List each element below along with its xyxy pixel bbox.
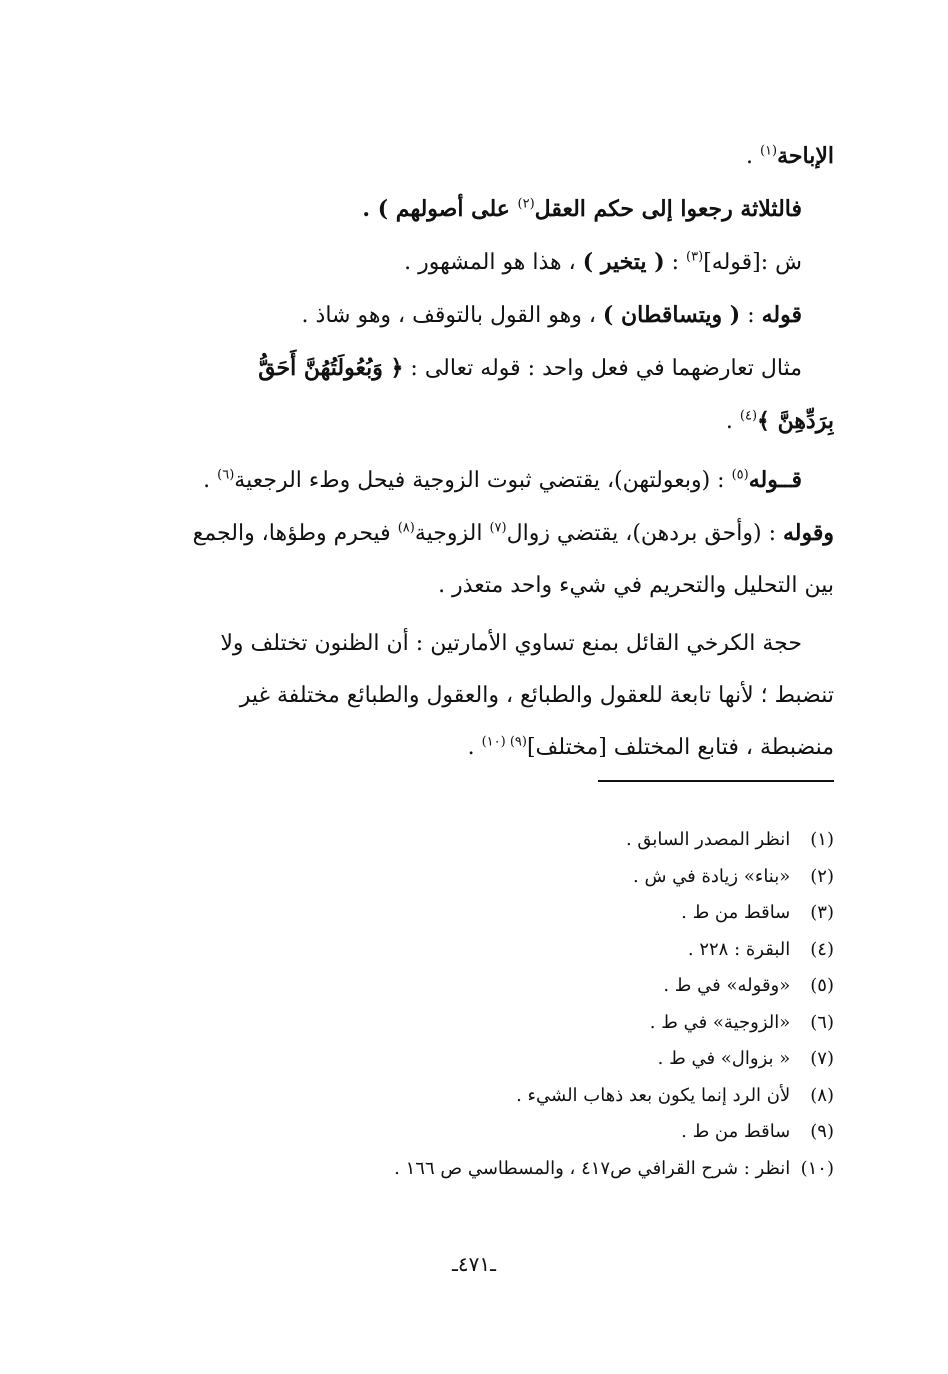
footnote-text: انظر : شرح القرافي ص٤١٧ ، والمسطاسي ص ١٦٦ .	[394, 1157, 791, 1179]
footnote-text: «الزوجية» في ط .	[649, 1011, 791, 1033]
footnote-number: (١٠)	[800, 1157, 834, 1179]
line-text: ، هذا هو المشهور .	[404, 250, 583, 275]
footnote-item	[300, 1114, 834, 1151]
footnote-ref: (٥)	[731, 467, 749, 483]
line-text: على أصولهم ) .	[362, 196, 518, 222]
footnote-number: (٦)	[810, 1011, 834, 1033]
line-text: ( ويتساقطان )	[602, 302, 741, 328]
footnote-number: (٨)	[810, 1084, 834, 1106]
line-text: الإباحة	[777, 143, 834, 169]
line-text: ش :[قوله]	[703, 250, 802, 275]
line-text: بين التحليل والتحريم في شيء واحد متعذر .	[438, 573, 834, 598]
footnote-ref: (٧)	[489, 520, 507, 536]
footnote-text: ساقط من ط .	[681, 902, 791, 923]
footnote-item	[300, 1151, 834, 1188]
footnote-text: لأن الرد إنما يكون بعد ذهاب الشيء .	[516, 1084, 791, 1106]
line-text: : (وبعولتهن)، يقتضي ثبوت الزوجية فيحل وطء الرجعية	[234, 468, 732, 493]
footnote-text: « بزوال» في ط .	[657, 1048, 791, 1069]
footnote-number: (٤)	[810, 938, 834, 960]
line-text: :	[664, 250, 687, 275]
footnote-item	[300, 859, 834, 896]
line-text: .	[725, 409, 740, 434]
line-text: .	[203, 468, 218, 493]
text-line-5	[128, 342, 834, 395]
line-text: قوله	[761, 302, 802, 328]
main-text	[128, 130, 834, 774]
line-text: منضبطة ، فتابع المختلف [مختلف]	[526, 735, 834, 760]
footnotes	[300, 822, 834, 1187]
footnote-ref: (٢)	[517, 196, 535, 212]
text-line-4	[128, 289, 834, 342]
quran-verse: بِرَدِّهِنَّ ﴾	[757, 408, 834, 434]
footnote-item	[300, 932, 834, 969]
line-text: وقوله	[782, 520, 834, 546]
text-line-11	[128, 670, 834, 722]
quran-verse: ﴿ وَبُعُولَتُهُنَّ أَحَقُّ	[258, 355, 404, 381]
line-text: ( يتخير )	[582, 249, 665, 275]
footnote-ref: (٩) (١٠)	[481, 734, 527, 750]
footnote-text: «وقوله» في ط .	[663, 975, 791, 996]
line-text: الزوجية	[414, 521, 490, 546]
page-number: ـ٤٧١ـ	[452, 1252, 496, 1276]
footnote-item	[300, 1005, 834, 1042]
footnote-text: ساقط من ط .	[681, 1121, 791, 1142]
footnote-text: انظر المصدر السابق .	[625, 829, 791, 850]
line-text: فالثلاثة رجعوا إلى حكم العقل	[534, 196, 802, 222]
footnote-ref: (٤)	[739, 408, 758, 424]
line-text: .	[745, 144, 760, 169]
text-line-9	[128, 560, 834, 612]
footnote-number: (٧)	[810, 1048, 834, 1069]
footnote-number: (١)	[810, 829, 834, 850]
footnote-number: (٣)	[810, 902, 834, 923]
text-line-8	[128, 507, 834, 560]
footnote-text: البقرة : ٢٢٨ .	[687, 938, 791, 960]
line-text: قــوله	[748, 467, 802, 493]
line-text: : (وأحق بردهن)، يقتضي زوال	[506, 521, 783, 546]
text-line-3	[128, 236, 834, 289]
footnote-number: (٢)	[810, 865, 834, 887]
text-line-12	[128, 722, 834, 774]
footnote-ref: (٣)	[686, 249, 704, 265]
text-line-1	[128, 130, 834, 183]
line-text: تنضبط ؛ لأنها تابعة للعقول والطبائع ، والعقول والطبائع مختلفة غير	[239, 683, 834, 708]
footnote-ref: (١)	[759, 143, 778, 159]
footnote-number: (٥)	[810, 975, 834, 996]
footnote-item	[300, 1078, 834, 1115]
footnote-item	[300, 822, 834, 859]
text-line-6	[128, 395, 834, 448]
footnote-number: (٩)	[810, 1121, 834, 1142]
line-text: فيحرم وطؤها، والجمع	[192, 521, 398, 546]
footnote-ref: (٦)	[217, 467, 235, 483]
line-text: ، وهو القول بالتوقف ، وهو شاذ .	[301, 303, 603, 328]
footnote-item	[300, 1041, 834, 1078]
footnote-separator	[598, 780, 834, 782]
text-line-7	[128, 454, 834, 507]
line-text: :	[740, 303, 762, 328]
text-line-2	[128, 183, 834, 236]
line-text: حجة الكرخي القائل بمنع تساوي الأمارتين : أن الظنون تختلف ولا	[220, 631, 802, 656]
text-line-10	[128, 618, 834, 670]
footnote-item	[300, 968, 834, 1005]
footnote-item	[300, 895, 834, 932]
footnote-text: «بناء» زيادة في ش .	[633, 865, 791, 887]
footnote-ref: (٨)	[397, 520, 415, 536]
line-text: .	[467, 735, 482, 760]
line-text: مثال تعارضهما في فعل واحد : قوله تعالى :	[403, 356, 802, 381]
